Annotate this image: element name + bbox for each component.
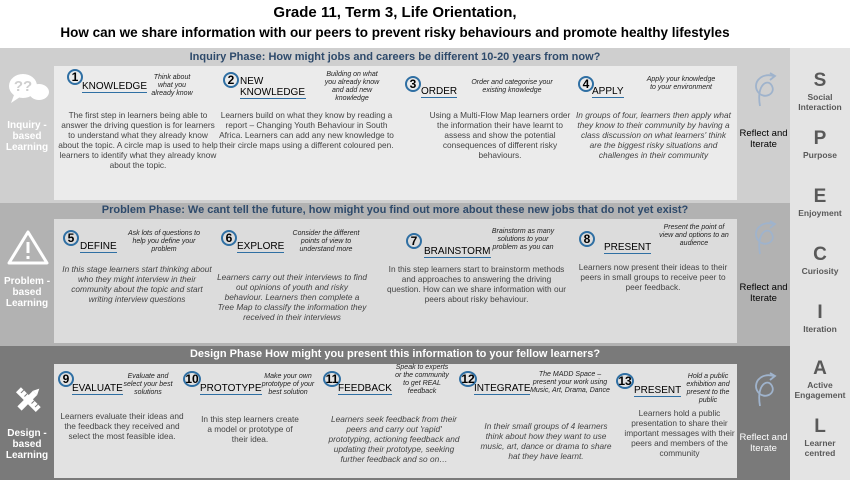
specal-letter: E [813, 186, 827, 207]
problem-reflect-label: Reflect and Iterate [739, 282, 788, 304]
step-name-order: ORDER [421, 86, 458, 97]
step-hint-present: Present the point of view and options to an audience [659, 224, 729, 247]
warning-triangle-icon [6, 229, 50, 265]
step-name-new-knowledge: NEW KNOWLEDGE [240, 76, 306, 98]
problem-phase-heading: Problem Phase: We cant tell the future, how might you find out more about these new jobs that do not yet exist? [101, 204, 689, 216]
specal-word: Iteration [803, 324, 837, 334]
specal-p [790, 128, 850, 160]
step-hint-explore: Consider the different points of view to understand more [292, 230, 360, 253]
step-name-feedback: FEEDBACK [338, 383, 392, 394]
step-name-brainstorm: BRAINSTORM [424, 246, 491, 257]
step-name-present: PRESENT [634, 385, 682, 396]
design-phase-heading: Design Phase How might you present this information to your fellow learners? [189, 348, 601, 360]
step-number-7: 7 [406, 233, 422, 249]
step-name-knowledge: KNOWLEDGE [82, 81, 148, 92]
step-number-8: 8 [579, 231, 595, 247]
step-name-integrate: INTEGRATE [474, 383, 531, 394]
step-body-feedback: Learners seek feedback from their peers and carry out 'rapid' prototyping, actioning feedback and updating their prototype, seeking further feedback and so on… [328, 414, 460, 464]
step-name-present: PRESENT [604, 242, 652, 253]
inquiry-reflect-label: Reflect and Iterate [739, 128, 788, 150]
problem-side-label: Problem - based Learning [3, 276, 51, 309]
step-number-9: 9 [58, 371, 74, 387]
page-title: Grade 11, Term 3, Life Orientation, [273, 4, 517, 21]
design-phase-band [0, 346, 790, 480]
step-body-present: Learners now present their ideas to their peers in small groups to receive peer to peer feedback. [578, 262, 728, 292]
step-body-order: Using a Multi-Flow Map learners order the information their have learnt to assess and show the potential consequences of different risky behaviours. [429, 110, 571, 160]
step-hint-order: Order and categorise your existing knowledge [471, 79, 553, 94]
step-body-apply: In groups of four, learners then apply what they know to their community by having a class discussion on what learners' think are the biggest risky situations and challenges in their community [576, 110, 731, 160]
design-reflect-label: Reflect and Iterate [739, 432, 788, 454]
step-number-13: 13 [616, 373, 634, 389]
step-body-present: Learners hold a public presentation to share their important messages with their peers and members of the community [624, 408, 735, 458]
specal-word: Learner centred [804, 438, 836, 458]
inquiry-phase-heading: Inquiry Phase: How might jobs and careers be different 10-20 years from now? [189, 51, 601, 63]
step-hint-integrate: The MADD Space – present your work using Music, Art, Drama, Dance [530, 371, 610, 394]
specal-a [790, 358, 850, 400]
specal-letter: S [813, 70, 827, 91]
specal-word: Active Engagement [794, 380, 846, 400]
specal-letter: I [817, 302, 823, 323]
step-body-prototype: In this step learners create a model or prototype of their idea. [201, 414, 299, 444]
problem-steps-panel [54, 219, 737, 343]
svg-text:??: ?? [13, 78, 33, 95]
specal-s [790, 70, 850, 112]
step-body-define: In this stage learners start thinking about who they might interview in their community about the topic and start writing interview questions [62, 264, 212, 304]
step-number-5: 5 [63, 230, 79, 246]
problem-phase-band [0, 203, 790, 346]
question-bubbles-icon [6, 70, 50, 106]
iterate-loop-icon [748, 70, 782, 110]
design-steps-panel [54, 364, 737, 478]
step-number-3: 3 [405, 76, 421, 92]
specal-column [790, 48, 850, 480]
specal-word: Purpose [802, 150, 837, 160]
step-body-integrate: In their small groups of 4 learners think about how they want to use music, art, dance or drama to share hat they have learnt. [480, 421, 612, 461]
inquiry-side-label: Inquiry - based Learning [5, 120, 49, 153]
inquiry-phase-band [0, 48, 790, 203]
step-hint-feedback: Speak to experts or the community to get REAL feedback [395, 364, 449, 395]
step-hint-prototype: Make your own prototype of your best solution [261, 373, 315, 396]
step-number-2: 2 [223, 72, 239, 88]
step-body-brainstorm: In this step learners start to brainstorm methods and approaches to answering the driving question. How can we share information with our peers about risky behaviour. [387, 264, 566, 304]
step-body-explore: Learners carry out their interviews to find out opinions of youth and risky behaviour. Learners then complete a Tree Map to classify the information they received in their interviews [217, 272, 367, 322]
step-number-12: 12 [459, 371, 477, 387]
step-name-apply: APPLY [592, 86, 624, 97]
step-hint-new-knowledge: Building on what you already know and add new knowledge [324, 71, 380, 102]
step-hint-brainstorm: Brainstorm as many solutions to your problem as you can [491, 228, 555, 251]
step-body-new-knowledge: Learners build on what they know by reading a report – Changing Youth Behaviour in South Africa. Learners can add any new knowledge to their circle maps using a different coloured pen. [219, 110, 394, 150]
step-hint-evaluate: Evaluate and select your best solutions [123, 373, 173, 396]
specal-letter: C [813, 244, 827, 265]
pencil-ruler-icon [6, 382, 50, 418]
specal-i [790, 302, 850, 334]
specal-word: Enjoyment [798, 208, 842, 218]
step-name-evaluate: EVALUATE [72, 383, 123, 394]
step-hint-present: Hold a public exhibition and present to the public [686, 373, 730, 404]
step-body-knowledge: The first step in learners being able to answer the driving question is for learners to understand what they already know about the topic. A circle map is used to help learners to identify what they already know about the topic. [58, 110, 218, 170]
specal-letter: P [813, 128, 827, 149]
design-side-label: Design - based Learning [5, 428, 49, 461]
specal-word: Curiosity [801, 266, 839, 276]
step-hint-define: Ask lots of questions to help you define your problem [128, 230, 200, 253]
step-number-11: 11 [323, 371, 341, 387]
specal-l [790, 416, 850, 458]
specal-letter: A [813, 358, 827, 379]
step-name-prototype: PROTOTYPE [200, 383, 262, 394]
step-number-4: 4 [578, 76, 594, 92]
step-number-10: 10 [183, 371, 201, 387]
specal-word: Social Interaction [798, 92, 842, 112]
iterate-loop-icon [748, 370, 782, 410]
step-body-evaluate: Learners evaluate their ideas and the feedback they received and select the most feasible idea. [60, 411, 184, 441]
step-hint-knowledge: Think about what you already know [151, 74, 193, 97]
specal-letter: L [814, 416, 826, 437]
specal-c [790, 244, 850, 276]
step-number-6: 6 [221, 230, 237, 246]
step-name-explore: EXPLORE [237, 241, 285, 252]
page-subtitle: How can we share information with our peers to prevent risky behaviours and promote healthy lifestyles [60, 25, 730, 40]
inquiry-steps-panel [54, 66, 737, 200]
iterate-loop-icon [748, 218, 782, 258]
specal-e [790, 186, 850, 218]
step-number-1: 1 [67, 69, 83, 85]
step-hint-apply: Apply your knowledge to your environment [646, 76, 716, 91]
step-name-define: DEFINE [80, 241, 117, 252]
